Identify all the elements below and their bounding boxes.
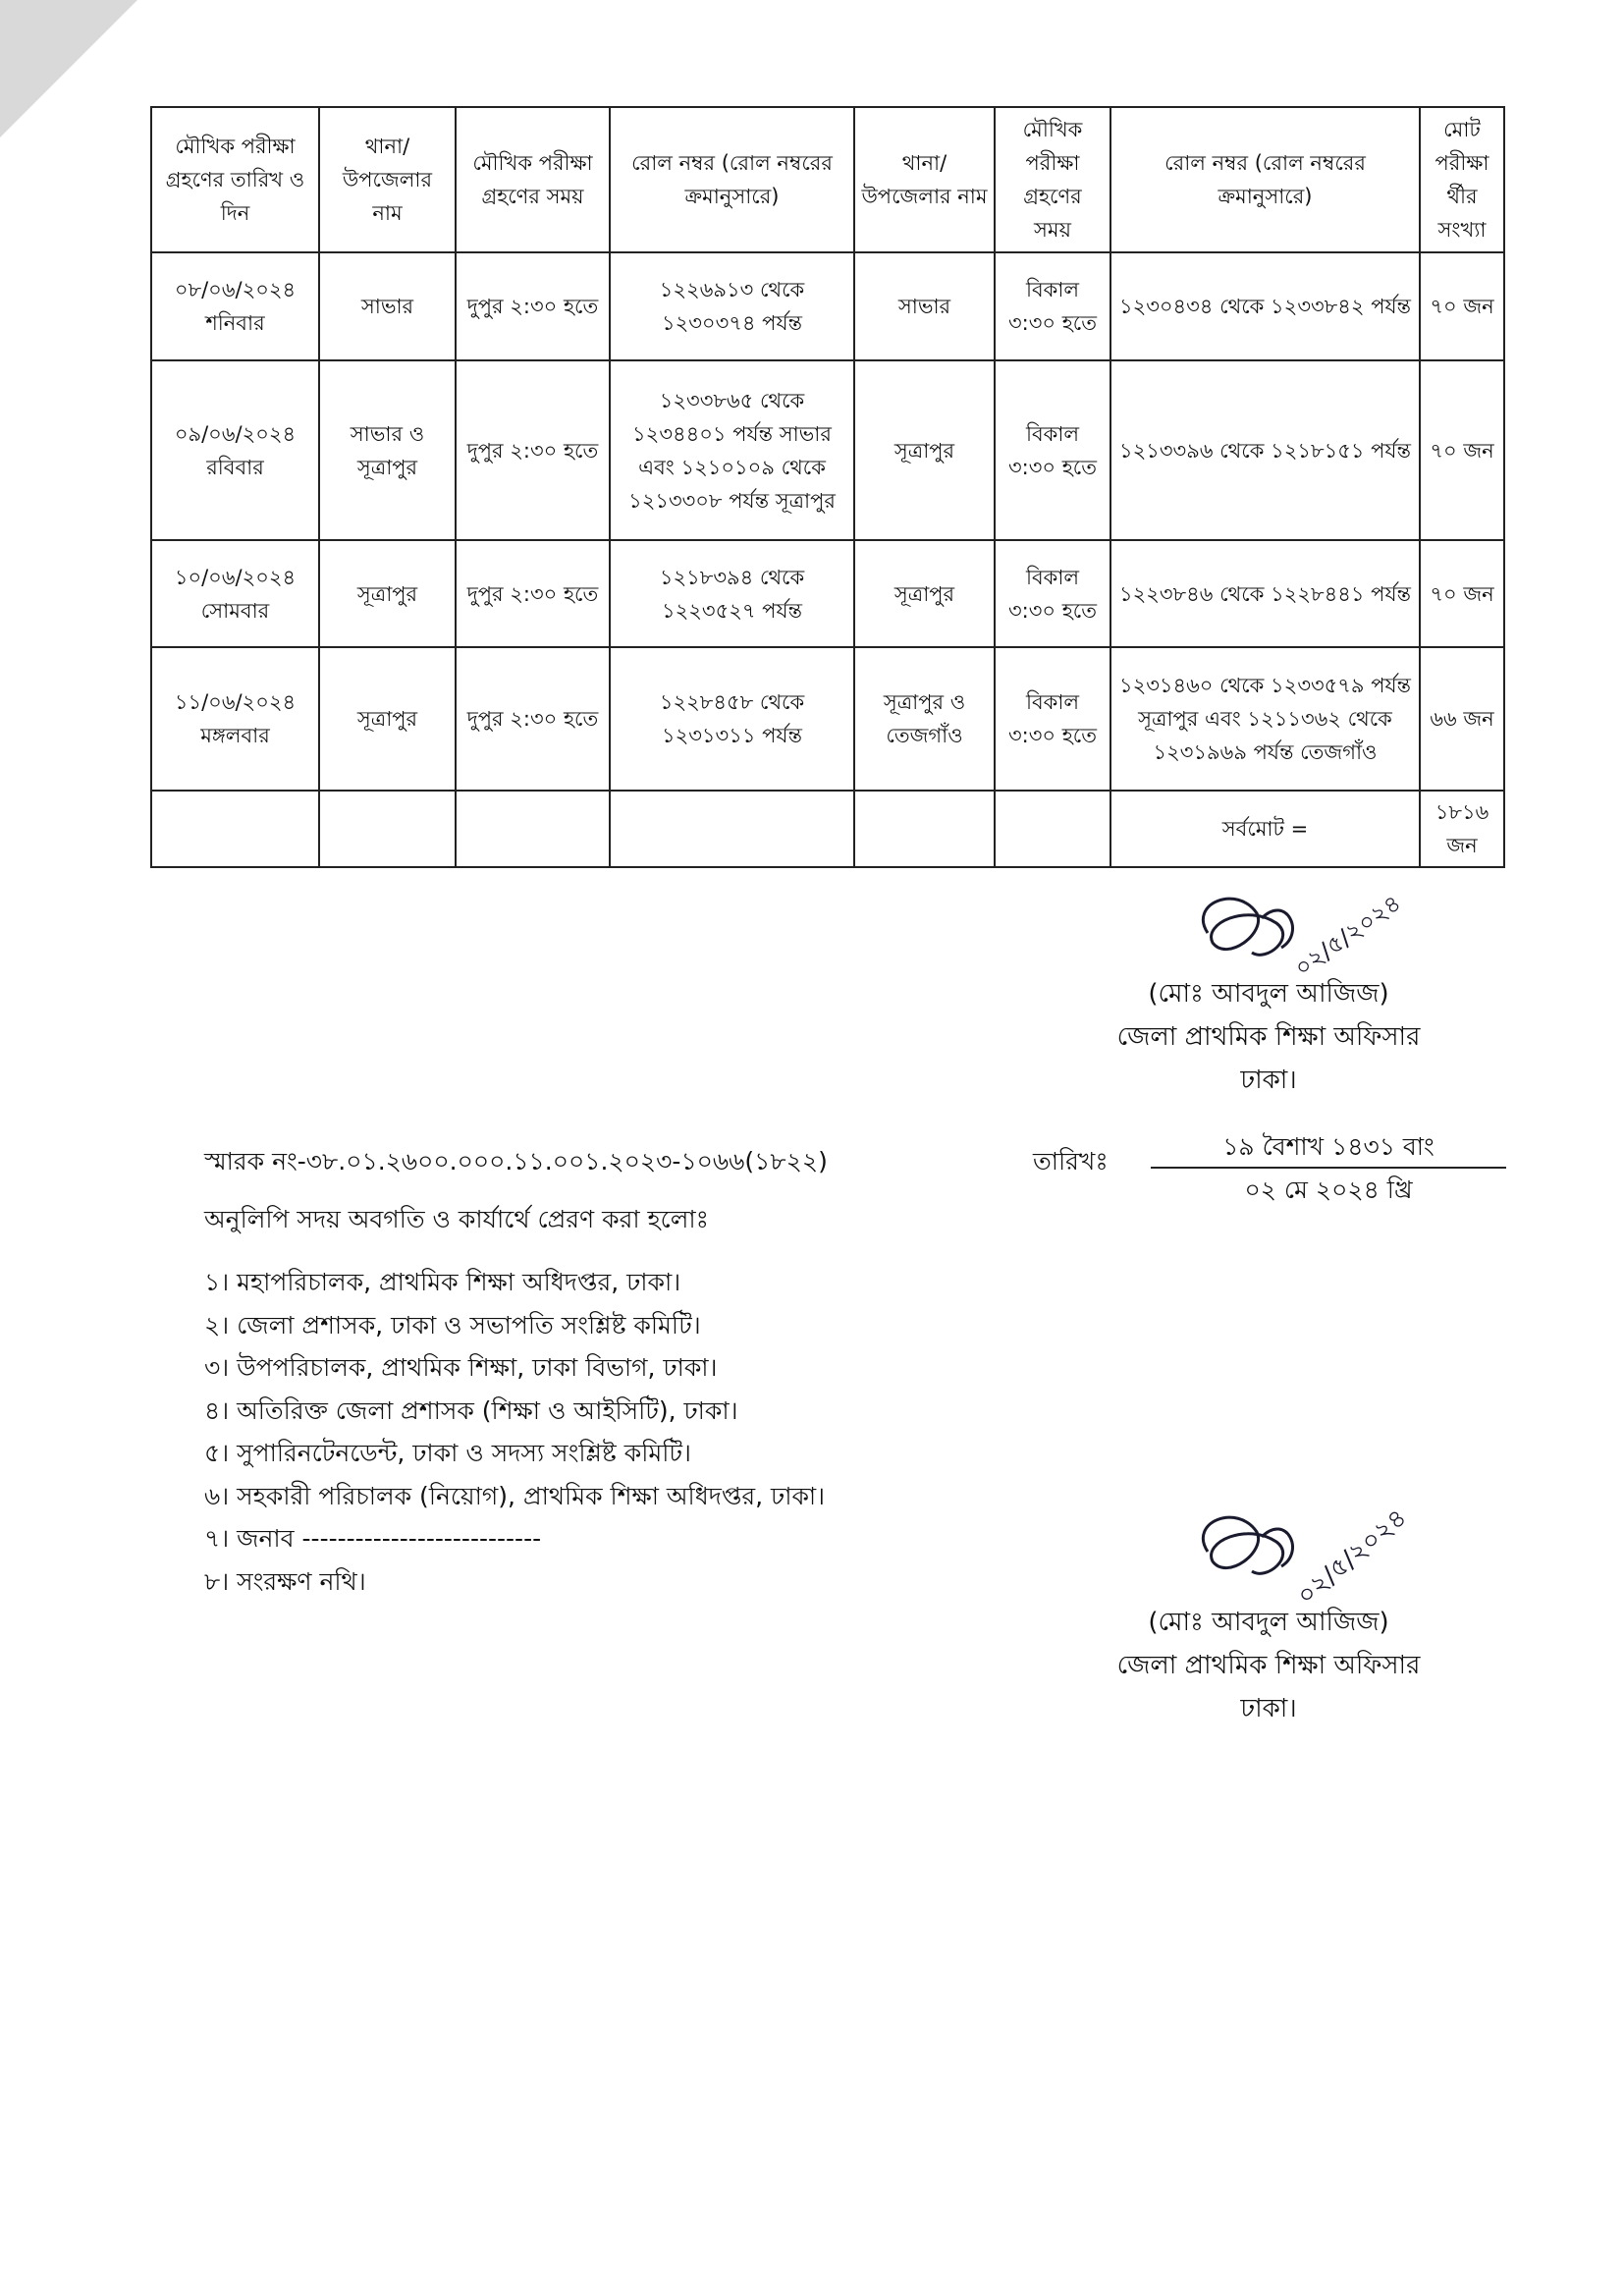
list-item: ৮। সংরক্ষণ নথি।	[204, 1566, 366, 1596]
list-item: ৭। জনাব ---------------------------	[204, 1524, 542, 1553]
header-time-2: মৌখিক পরীক্ষা গ্রহণের সময়	[995, 107, 1110, 252]
header-roll-1: রোল নম্বর (রোল নম্বরের ক্রমানুসারে)	[610, 107, 854, 252]
day: রবিবার	[206, 455, 264, 479]
signature-date: ০২/৫/২০২৪	[1289, 889, 1406, 983]
list-item: ৪। অতিরিক্ত জেলা প্রশাসক (শিক্ষা ও আইসিটি), ঢাকা।	[204, 1395, 738, 1425]
empty-cell	[456, 791, 610, 867]
roll-cell: ১২৩১৪৬০ থেকে ১২৩৩৫৭৯ পর্যন্ত সূত্রাপুর এবং ১২১১৩৬২ থেকে ১২৩১৯৬৯ পর্যন্ত তেজগাঁও	[1110, 647, 1420, 791]
date-cell	[151, 540, 319, 647]
date: ১০/০৬/২০২৪	[174, 565, 297, 589]
signatory-name: (মোঃ আবদুল আজিজ)	[1148, 979, 1389, 1009]
roll-cell: ১২২৬৯১৩ থেকে ১২৩০৩৭৪ পর্যন্ত	[610, 252, 854, 360]
signatory-name: (মোঃ আবদুল আজিজ)	[1148, 1608, 1389, 1637]
list-item: ৬। সহকারী পরিচালক (নিয়োগ), প্রাথমিক শিক্ষা অধিদপ্তর, ঢাকা।	[204, 1481, 826, 1510]
date: ০৮/০৬/২০২৪	[174, 278, 297, 301]
total-cell: ৭০ জন	[1420, 360, 1504, 540]
table-row	[151, 647, 1504, 791]
day: শনিবার	[205, 311, 265, 335]
day: মঙ্গলবার	[200, 724, 270, 747]
signature-block	[1062, 1601, 1475, 1730]
upazila-cell: সূত্রাপুর ও তেজগাঁও	[854, 647, 995, 791]
upazila-cell: সূত্রাপুর	[854, 360, 995, 540]
upazila-cell: সাভার ও সূত্রাপুর	[319, 360, 456, 540]
roll-cell: ১২১৩৩৯৬ থেকে ১২১৮১৫১ পর্যন্ত	[1110, 360, 1420, 540]
roll-cell: ১২২৮৪৫৮ থেকে ১২৩১৩১১ পর্যন্ত	[610, 647, 854, 791]
date: ১১/০৬/২০২৪	[174, 690, 297, 714]
empty-cell	[995, 791, 1110, 867]
time-cell: বিকাল ৩:৩০ হতে	[995, 360, 1110, 540]
signature-block	[1062, 972, 1475, 1102]
upazila-cell: সূত্রাপুর	[854, 540, 995, 647]
header-time-1: মৌখিক পরীক্ষা গ্রহণের সময়	[456, 107, 610, 252]
page-fold-shadow	[0, 0, 137, 137]
list-item: ৫। সুপারিনটেনডেন্ট, ঢাকা ও সদস্য সংশ্লিষ্ট কমিটি।	[204, 1439, 691, 1467]
time-cell: দুপুর ২:৩০ হতে	[456, 540, 610, 647]
header-upazila-2: থানা/ উপজেলার নাম	[854, 107, 995, 252]
grand-total-value: ১৮১৬ জন	[1420, 791, 1504, 867]
time-cell: বিকাল ৩:৩০ হতে	[995, 540, 1110, 647]
table-row	[151, 540, 1504, 647]
time-cell: দুপুর ২:৩০ হতে	[456, 360, 610, 540]
date-gregorian: ০২ মে ২০২৪ খ্রি	[1244, 1175, 1413, 1204]
time-cell: বিকাল ৩:৩০ হতে	[995, 252, 1110, 360]
empty-cell	[854, 791, 995, 867]
upazila-cell: সাভার	[854, 252, 995, 360]
header-roll-2: রোল নম্বর (রোল নম্বরের ক্রমানুসারে)	[1110, 107, 1420, 252]
date-bangla: ১৯ বৈশাখ ১৪৩১ বাং	[1151, 1127, 1506, 1169]
signatory-place: ঢাকা।	[1240, 1066, 1297, 1095]
date-cell	[151, 252, 319, 360]
table-header-row	[151, 107, 1504, 252]
header-total: মোট পরীক্ষার্থীর সংখ্যা	[1420, 107, 1504, 252]
upazila-cell: সাভার	[319, 252, 456, 360]
copy-intro: অনুলিপি সদয় অবগতি ও কার্যার্থে প্রেরণ করা হলোঃ	[204, 1205, 709, 1233]
list-item: ৩। উপপরিচালক, প্রাথমিক শিক্ষা, ঢাকা বিভাগ, ঢাকা।	[204, 1353, 718, 1382]
grand-total-row	[151, 791, 1504, 867]
date-label: তারিখঃ	[1033, 1147, 1109, 1175]
table-row	[151, 252, 1504, 360]
grand-total-label: সর্বমোট =	[1110, 791, 1420, 867]
empty-cell	[319, 791, 456, 867]
total-cell: ৭০ জন	[1420, 540, 1504, 647]
time-cell: বিকাল ৩:৩০ হতে	[995, 647, 1110, 791]
table-row	[151, 360, 1504, 540]
date-cell	[151, 360, 319, 540]
time-cell: দুপুর ২:৩০ হতে	[456, 252, 610, 360]
empty-cell	[610, 791, 854, 867]
total-cell: ৭০ জন	[1420, 252, 1504, 360]
signatory-designation: জেলা প্রাথমিক শিক্ষা অফিসার	[1116, 1022, 1421, 1052]
roll-cell: ১২৩০৪৩৪ থেকে ১২৩৩৮৪২ পর্যন্ত	[1110, 252, 1420, 360]
signature-date: ০২/৫/২০২৪	[1291, 1503, 1413, 1612]
copy-list	[204, 1261, 825, 1603]
roll-cell: ১২২৩৮৪৬ থেকে ১২২৮৪৪১ পর্যন্ত	[1110, 540, 1420, 647]
day: সোমবার	[200, 598, 270, 623]
upazila-cell: সূত্রাপুর	[319, 647, 456, 791]
header-upazila-1: থানা/ উপজেলার নাম	[319, 107, 456, 252]
upazila-cell: সূত্রাপুর	[319, 540, 456, 647]
roll-cell: ১২১৮৩৯৪ থেকে ১২২৩৫২৭ পর্যন্ত	[610, 540, 854, 647]
signatory-designation: জেলা প্রাথমিক শিক্ষা অফিসার	[1116, 1651, 1421, 1680]
memo-number: স্মারক নং-৩৮.০১.২৬০০.০০০.১১.০০১.২০২৩-১০৬৬(১৮২২)	[204, 1147, 828, 1175]
date: ০৯/০৬/২০২৪	[174, 421, 297, 446]
total-cell: ৬৬ জন	[1420, 647, 1504, 791]
empty-cell	[151, 791, 319, 867]
roll-cell: ১২৩৩৮৬৫ থেকে ১২৩৪৪০১ পর্যন্ত সাভার এবং ১২১০১০৯ থেকে ১২১৩৩০৮ পর্যন্ত সূত্রাপুর	[610, 360, 854, 540]
header-date: মৌখিক পরীক্ষা গ্রহণের তারিখ ও দিন	[151, 107, 319, 252]
memo-date	[1151, 1127, 1506, 1208]
date-cell	[151, 647, 319, 791]
interview-schedule-table	[150, 106, 1505, 868]
list-item: ১। মহাপরিচালক, প্রাথমিক শিক্ষা অধিদপ্তর, ঢাকা।	[204, 1268, 681, 1296]
time-cell: দুপুর ২:৩০ হতে	[456, 647, 610, 791]
signatory-place: ঢাকা।	[1240, 1694, 1297, 1723]
list-item: ২। জেলা প্রশাসক, ঢাকা ও সভাপতি সংশ্লিষ্ট কমিটি।	[204, 1310, 701, 1339]
